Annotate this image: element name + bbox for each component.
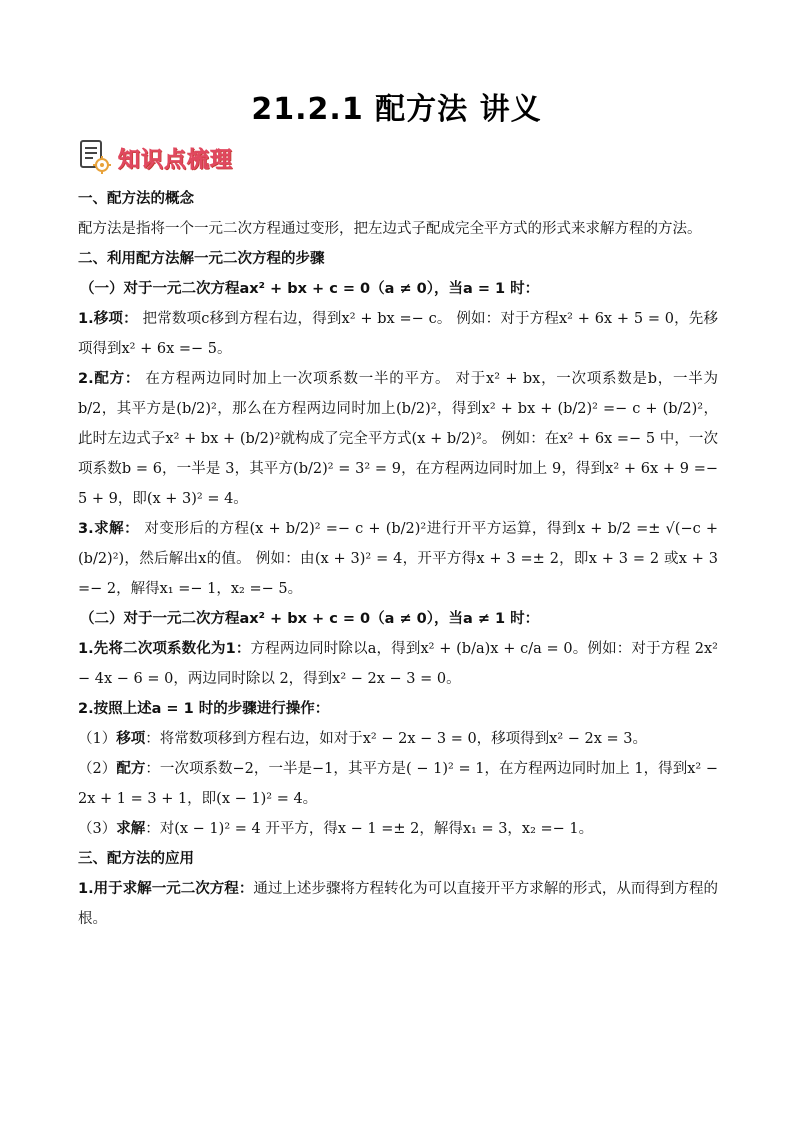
substep-prefix: （3） bbox=[78, 821, 117, 837]
application-solve-equation bbox=[78, 874, 718, 934]
substep-text: ：一次项系数−2，一半是−1，其平方是( − 1)² = 1，在方程两边同时加上 1，得到x² − 2x + 1 = 3 + 1，即(x − 1)² = 4。 bbox=[78, 761, 718, 807]
substep-solve bbox=[78, 814, 718, 844]
step-text: 方程两边同时除以a，得到x² + (b/a)x + c/a = 0。例如：对于方程 2x² − 4x − 6 = 0，两边同时除以 2，得到x² − 2x − 3 = 0。 bbox=[78, 641, 719, 687]
step-text: 对变形后的方程(x + b/2)² =− c + (b/2)²进行开平方运算，得到x + b/2 =± √(−c + (b/2)²)，然后解出x的值。 例如：由(x + 3)² = 4，开平方得x + 3 =± 2，即x + 3 = 2 或x + 3 =− 2，解得x₁ =− 1，x₂ =− 5。 bbox=[78, 521, 718, 597]
step-text: 在方程两边同时加上一次项系数一半的平方。 对于x² + bx，一次项系数是b，一半为b/2，其平方是(b/2)²，那么在方程两边同时加上(b/2)²，得到x² + bx + (b/2)² =− c + (b/2)²，此时左边式子x² + bx + (b/2)²就构成了完全平方式(x + b/2)²。 例如：在x² + 6x =− 5 中，一次项系数b = 6，一半是 3，其平方(b/2)² = 3² = 9，在方程两边同时加上 9，得到x² + 6x + 9 =− 5 + 9，即(x + 3)² = 4。 bbox=[78, 371, 718, 507]
substep-text: ：将常数项移到方程右边，如对于x² − 2x − 3 = 0，移项得到x² − 2x = 3。 bbox=[145, 731, 648, 747]
section-heading-concept: 一、配方法的概念 bbox=[78, 191, 194, 207]
section-banner bbox=[78, 140, 233, 176]
section-heading-applications: 三、配方法的应用 bbox=[78, 851, 194, 867]
subheading-a-not-1: （二）对于一元二次方程ax² + bx + c = 0（a ≠ 0），当a ≠ 1 时： bbox=[80, 611, 540, 627]
page-title: 21.2.1 配方法 讲义 bbox=[251, 92, 542, 127]
concept-paragraph: 配方法是指将一个一元二次方程通过变形，把左边式子配成完全平方式的形式来求解方程的方法。 bbox=[78, 221, 702, 237]
step-solve bbox=[78, 514, 718, 604]
substep-label: 配方 bbox=[116, 761, 146, 777]
substep-move bbox=[78, 724, 718, 754]
document-body bbox=[78, 184, 718, 934]
step-move-terms bbox=[78, 304, 718, 364]
substep-prefix: （2） bbox=[78, 761, 117, 777]
substep-complete-square bbox=[78, 754, 718, 814]
section-heading-steps: 二、利用配方法解一元二次方程的步骤 bbox=[78, 251, 325, 267]
subheading-a-equals-1: （一）对于一元二次方程ax² + bx + c = 0（a ≠ 0），当a = 1 时： bbox=[80, 281, 540, 297]
substep-prefix: （1） bbox=[78, 731, 117, 747]
substep-label: 移项 bbox=[116, 731, 146, 747]
step-normalize-coefficient bbox=[78, 634, 718, 694]
step-text: 把常数项c移到方程右边，得到x² + bx =− c。 例如：对于方程x² + 6x + 5 = 0，先移项得到x² + 6x =− 5。 bbox=[78, 311, 718, 357]
step-complete-square bbox=[78, 364, 718, 514]
step-label: 2.配方： bbox=[78, 371, 141, 387]
application-text: 通过上述步骤将方程转化为可以直接开平方求解的形式，从而得到方程的根。 bbox=[78, 881, 718, 927]
substep-label: 求解 bbox=[116, 821, 146, 837]
step-label: 1.移项： bbox=[78, 311, 138, 327]
substep-text: ：对(x − 1)² = 4 开平方，得x − 1 =± 2，解得x₁ = 3，x₂ =− 1。 bbox=[145, 821, 594, 837]
application-label: 1.用于求解一元二次方程： bbox=[78, 881, 254, 897]
step-label: 1.先将二次项系数化为1： bbox=[78, 641, 251, 657]
step-label: 3.求解： bbox=[78, 521, 140, 537]
step-follow-a1: 2.按照上述a = 1 时的步骤进行操作： bbox=[78, 701, 330, 717]
checklist-gear-icon bbox=[78, 138, 112, 178]
banner-label: 知识点梳理 bbox=[118, 147, 234, 173]
